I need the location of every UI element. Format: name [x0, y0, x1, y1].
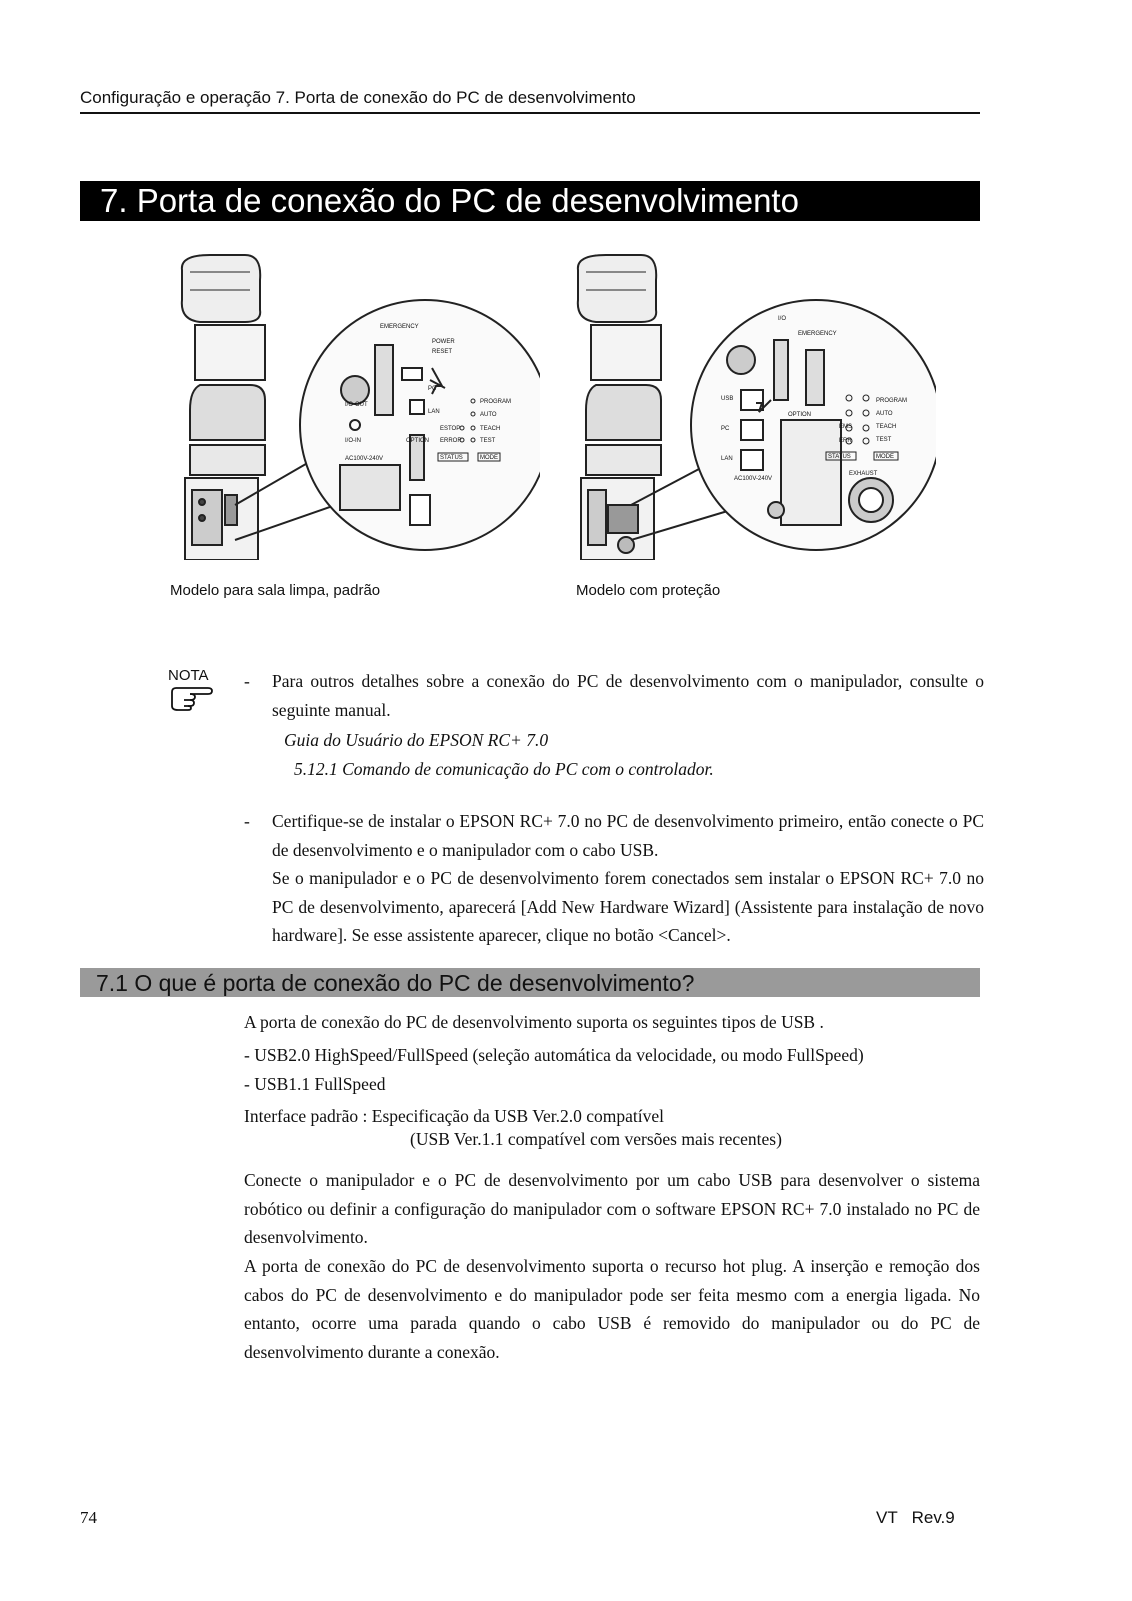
svg-text:I/O: I/O [778, 316, 787, 322]
pointing-hand-icon [168, 686, 214, 717]
svg-text:PROGRAM: PROGRAM [480, 399, 512, 405]
robot-diagram-protected [566, 250, 936, 560]
svg-text:TEST: TEST [480, 438, 496, 444]
bullet-dash: - [244, 671, 250, 691]
svg-text:PC: PC [721, 426, 730, 432]
chapter-title: 7. Porta de conexão do PC de desenvolvimento [80, 181, 980, 221]
svg-text:STATUS: STATUS [440, 455, 463, 461]
svg-text:AC100V-240V: AC100V-240V [734, 476, 773, 482]
usb-type-2: - USB1.1 FullSpeed [244, 1074, 386, 1094]
page-number: 74 [80, 1508, 97, 1527]
section-paragraph-1: Conecte o manipulador e o PC de desenvolvimento por um cabo USB para desenvolver o sistema robótico ou definir a configuração do manipulador com o software EPSON RC+ 7.0 instalado no PC de desenvolvimento. [244, 1170, 980, 1247]
usb-type-1: - USB2.0 HighSpeed/FullSpeed (seleção automática da velocidade, ou modo FullSpeed) [244, 1045, 864, 1065]
svg-text:TEACH: TEACH [876, 424, 897, 430]
note-item-1-text: Para outros detalhes sobre a conexão do PC de desenvolvimento com o manipulador, consulte o seguinte manual. [272, 671, 984, 720]
svg-text:LAN: LAN [428, 409, 440, 415]
svg-text:AUTO: AUTO [876, 411, 893, 417]
figure-protected-model [566, 250, 936, 560]
svg-text:STATUS: STATUS [828, 454, 851, 460]
manual-reference-section: 5.12.1 Comando de comunicação do PC com o controlador. [294, 759, 714, 779]
svg-text:EMS: EMS [839, 424, 853, 430]
svg-text:OPTION: OPTION [788, 412, 812, 418]
note-item-2 [244, 807, 984, 950]
figure-standard-model [170, 250, 540, 560]
svg-text:TEACH: TEACH [480, 426, 501, 432]
figure-caption-standard: Modelo para sala limpa, padrão [170, 582, 381, 599]
robot-diagram-standard [170, 250, 540, 560]
svg-text:EMERGENCY: EMERGENCY [798, 331, 837, 337]
section-paragraph-2: A porta de conexão do PC de desenvolvimento suporta o recurso hot plug. A inserção e remoção dos cabos do PC de desenvolvimento e do manipulador pode ser feita mesmo com a energia ligada. No entanto, ocorre uma parada quando o cabo USB é removido do manipulador ou do PC de desenvolvimento durante a conexão. [244, 1256, 980, 1362]
svg-text:TEST: TEST [876, 437, 892, 443]
svg-text:AC100V-240V: AC100V-240V [345, 456, 384, 462]
svg-text:I/O-IN: I/O-IN [345, 438, 361, 444]
svg-text:USB: USB [721, 396, 734, 402]
figure-caption-protected: Modelo com proteção [576, 582, 721, 599]
svg-text:ERR: ERR [839, 438, 852, 444]
note-item-2-line-2: Se o manipulador e o PC de desenvolvimento forem conectados sem instalar o EPSON RC+ 7.0 no PC de desenvolvimento, aparecerá [Add New Hardware Wizard] (Assistente para instalação de novo hardware]. Se esse assistente aparecer, clique no botão <Cancel>. [272, 868, 984, 945]
svg-text:PC: PC [428, 386, 437, 392]
svg-text:LAN: LAN [721, 456, 733, 462]
svg-text:RESET: RESET [432, 349, 453, 355]
note-item-1 [244, 667, 984, 724]
svg-text:I/O-OUT: I/O-OUT [345, 402, 368, 408]
svg-text:MODE: MODE [876, 454, 894, 460]
section-title: 7.1 O que é porta de conexão do PC de desenvolvimento? [80, 968, 980, 997]
manual-reference-title: Guia do Usuário do EPSON RC+ 7.0 [284, 730, 549, 750]
svg-text:AUTO: AUTO [480, 412, 497, 418]
interface-compat: (USB Ver.1.1 compatível com versões mais recentes) [410, 1129, 782, 1149]
section-intro: A porta de conexão do PC de desenvolvimento suporta os seguintes tipos de USB . [244, 1012, 824, 1032]
svg-text:PROGRAM: PROGRAM [876, 398, 908, 404]
svg-text:OPTION: OPTION [406, 438, 430, 444]
svg-text:EXHAUST: EXHAUST [849, 471, 878, 477]
svg-text:ERROR: ERROR [440, 438, 462, 444]
running-header: Configuração e operação 7. Porta de conexão do PC de desenvolvimento [80, 88, 980, 114]
svg-text:POWER: POWER [432, 339, 455, 345]
svg-text:ESTOP: ESTOP [440, 426, 461, 432]
bullet-dash: - [244, 811, 250, 831]
svg-text:EMERGENCY: EMERGENCY [380, 324, 419, 330]
revision-label: VT Rev.9 [876, 1508, 955, 1527]
interface-standard: Interface padrão : Especificação da USB Ver.2.0 compatível [244, 1106, 664, 1126]
svg-text:MODE: MODE [480, 455, 498, 461]
note-item-2-line-1: Certifique-se de instalar o EPSON RC+ 7.0 no PC de desenvolvimento primeiro, então conecte o PC de desenvolvimento e o manipulador com o cabo USB. [272, 811, 984, 860]
note-label: NOTA [168, 667, 209, 684]
